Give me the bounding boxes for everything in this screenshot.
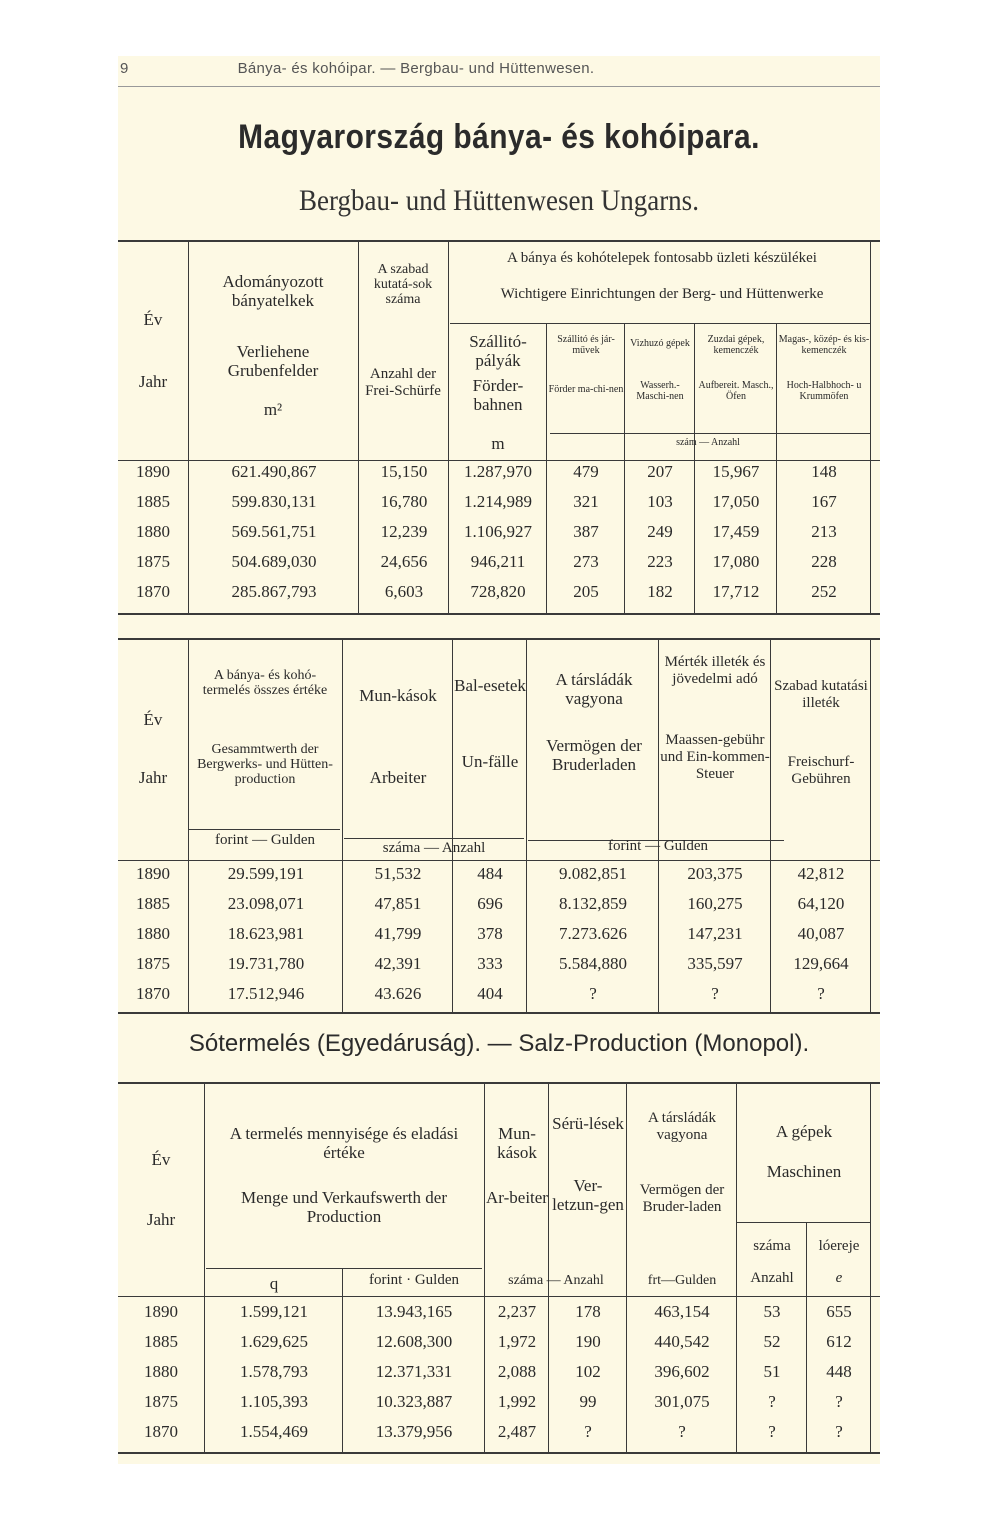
col-rule: [776, 323, 777, 613]
col-rule: [484, 1082, 485, 1454]
col-rule: [870, 638, 871, 1014]
cell-q: 1.599,121: [240, 1302, 308, 1321]
cell-mcount: ?: [768, 1422, 776, 1441]
rule: [206, 1268, 482, 1269]
cell-q: 1.629,625: [240, 1332, 308, 1351]
cell-inj: 190: [575, 1332, 601, 1351]
cell-value: 18.623,981: [227, 924, 305, 943]
col-rule: [204, 1082, 205, 1454]
cell-hoist: 321: [573, 492, 599, 511]
page-number: 9: [120, 60, 129, 77]
cell-fund: 5.584,880: [559, 954, 627, 973]
cell-year: 1885: [136, 492, 170, 511]
cell-water: 182: [647, 582, 673, 601]
rule: [118, 613, 880, 615]
cell-value: 17.512,946: [227, 984, 305, 1003]
cell-granted: 569.561,751: [231, 522, 317, 541]
header-hoist-de: Förder ma-chi-nen: [548, 384, 624, 395]
cell-workers: 1,992: [497, 1392, 537, 1411]
header-water-de: Wasserh.-Maschi-nen: [636, 380, 684, 402]
header-money-unit: forint — Gulden: [608, 838, 708, 854]
col-rule: [624, 323, 625, 613]
cell-water: 207: [647, 462, 673, 481]
col-rule: [188, 240, 189, 615]
cell-fund: 8.132,859: [559, 894, 627, 913]
salt-section-title: Sótermelés (Egyedáruság). — Salz-Production (Monopol).: [188, 1030, 810, 1057]
cell-fund: 463,154: [654, 1302, 710, 1321]
col-rule: [452, 638, 453, 1014]
header-value-hu: A bánya- és kohó-termelés összes értéke: [202, 668, 328, 698]
cell-workers: 42,391: [374, 954, 422, 973]
header-prod-de: Menge und Verkaufswerth der Production: [241, 1188, 447, 1226]
cell-granted: 285.867,793: [231, 582, 317, 601]
head-rule: [118, 86, 880, 87]
cell-furnace: 252: [811, 582, 837, 601]
cell-workers: 51,532: [374, 864, 422, 883]
header-fund-de: Vermögen der Bruder-laden: [639, 1182, 725, 1215]
header-fund-de: Vermögen der Bruderladen: [546, 736, 642, 774]
header-track-de: Förder-bahnen: [472, 376, 524, 414]
col-rule: [870, 1082, 871, 1454]
cell-free: 6,603: [384, 582, 424, 601]
col-rule: [448, 240, 449, 615]
rule: [118, 1012, 880, 1014]
cell-mcount: ?: [768, 1392, 776, 1411]
cell-crush: 15,967: [712, 462, 760, 481]
cell-workers: 2,237: [497, 1302, 537, 1321]
cell-forint: 13.379,956: [375, 1422, 453, 1441]
cell-year: 1870: [136, 984, 170, 1003]
header-water-hu: Vizhuzó gépek: [630, 338, 690, 349]
rule: [118, 1296, 880, 1297]
rule: [550, 433, 870, 434]
cell-inj: 102: [575, 1362, 601, 1381]
col-rule: [626, 1082, 627, 1454]
header-jahr: Jahr: [138, 768, 168, 787]
cell-year: 1875: [144, 1392, 178, 1411]
header-forint-unit: forint · Gulden: [369, 1272, 459, 1288]
col-rule: [870, 240, 871, 615]
cell-workers: 47,851: [374, 894, 422, 913]
cell-free: 12,239: [380, 522, 428, 541]
header-value-unit: forint — Gulden: [215, 832, 315, 848]
cell-hp: 448: [826, 1362, 852, 1381]
cell-furnace: 148: [811, 462, 837, 481]
cell-forint: 10.323,887: [375, 1392, 453, 1411]
rule: [118, 1452, 880, 1454]
cell-free: 129,664: [793, 954, 849, 973]
cell-granted: 599.830,131: [231, 492, 317, 511]
header-ev: Év: [143, 310, 163, 329]
cell-hp: 655: [826, 1302, 852, 1321]
rule: [118, 240, 880, 242]
cell-track: 1.214,989: [464, 492, 532, 511]
cell-forint: 13.943,165: [375, 1302, 453, 1321]
col-rule: [694, 323, 695, 613]
cell-inj: 99: [579, 1392, 597, 1411]
cell-water: 103: [647, 492, 673, 511]
cell-free: 16,780: [380, 492, 428, 511]
cell-free: ?: [817, 984, 825, 1003]
header-group-hu: A bánya és kohótelepek fontosabb üzleti készülékei: [507, 250, 817, 266]
header-furnace-de: Hoch-Halbhoch- u Krummöfen: [786, 380, 862, 402]
cell-acc: 333: [477, 954, 503, 973]
page-title: Magyarország bánya- és kohóipara.: [238, 118, 760, 156]
header-anzahl: Anzahl: [750, 1270, 794, 1286]
cell-track: 1.106,927: [464, 522, 532, 541]
cell-value: 19.731,780: [227, 954, 305, 973]
cell-mcount: 53: [763, 1302, 781, 1321]
header-free-de: Freischurf-Gebühren: [787, 754, 855, 787]
cell-track: 1.287,970: [464, 462, 532, 481]
cell-furnace: 213: [811, 522, 837, 541]
cell-value: 23.098,071: [227, 894, 305, 913]
cell-water: 223: [647, 552, 673, 571]
header-fee-hu: Mérték illeték és jövedelmi adó: [664, 654, 766, 687]
cell-fund: 9.082,851: [559, 864, 627, 883]
col-rule: [548, 1082, 549, 1454]
cell-year: 1890: [136, 864, 170, 883]
header-value-de: Gesammtwerth der Bergwerks- und Hütten-production: [197, 742, 333, 787]
cell-acc: 484: [477, 864, 503, 883]
col-rule: [770, 638, 771, 1014]
header-e: e: [835, 1270, 843, 1286]
cell-crush: 17,050: [712, 492, 760, 511]
cell-year: 1890: [136, 462, 170, 481]
cell-fund: 440,542: [654, 1332, 710, 1351]
header-track-unit: m: [491, 434, 505, 453]
cell-track: 946,211: [470, 552, 526, 571]
rule: [188, 829, 340, 830]
header-prod-hu: A termelés mennyisége és eladási értéke: [229, 1124, 459, 1162]
running-head: [120, 60, 594, 77]
cell-furnace: 228: [811, 552, 837, 571]
rule: [118, 1082, 880, 1084]
header-count-unit: száma — Anzahl: [508, 1273, 604, 1288]
cell-year: 1870: [144, 1422, 178, 1441]
col-rule: [658, 638, 659, 1014]
cell-year: 1890: [144, 1302, 178, 1321]
cell-fund: ?: [589, 984, 597, 1003]
header-q-unit: q: [269, 1274, 279, 1293]
col-rule: [188, 638, 189, 1014]
cell-year: 1880: [136, 522, 170, 541]
page-subtitle: Bergbau- und Hüttenwesen Ungarns.: [299, 184, 699, 217]
cell-year: 1880: [144, 1362, 178, 1381]
cell-fund: ?: [678, 1422, 686, 1441]
header-fund-hu: A társládák vagyona: [555, 670, 633, 708]
header-group-de: Wichtigere Einrichtungen der Berg- und Hüttenwerke: [500, 286, 824, 302]
cell-year: 1870: [136, 582, 170, 601]
col-rule: [358, 240, 359, 615]
col-rule: [806, 1222, 807, 1454]
cell-granted: 504.689,030: [231, 552, 317, 571]
cell-q: 1.554,469: [240, 1422, 308, 1441]
header-workers-hu: Mun-kások: [497, 1124, 537, 1162]
header-granted-unit: m²: [263, 400, 283, 419]
cell-water: 249: [647, 522, 673, 541]
cell-fee: 147,231: [687, 924, 743, 943]
header-granted-hu: Adományozott bányatelkek: [222, 272, 324, 310]
running-head-text: Bánya- és kohóipar. — Bergbau- und Hüttenwesen.: [237, 60, 595, 77]
header-jahr: Jahr: [138, 372, 168, 391]
cell-track: 728,820: [470, 582, 526, 601]
cell-acc: 404: [477, 984, 503, 1003]
rule: [736, 1222, 870, 1223]
header-ev: Év: [143, 710, 163, 729]
cell-furnace: 167: [811, 492, 837, 511]
cell-inj: ?: [584, 1422, 592, 1441]
cell-fee: ?: [711, 984, 719, 1003]
cell-workers: 43.626: [374, 984, 422, 1003]
header-count-unit: száma — Anzahl: [382, 840, 486, 856]
cell-value: 29.599,191: [227, 864, 305, 883]
cell-mcount: 52: [763, 1332, 781, 1351]
header-mach-hp: lóereje: [818, 1238, 860, 1254]
header-mach-count: száma: [753, 1238, 791, 1254]
col-rule: [736, 1082, 737, 1454]
cell-forint: 12.371,331: [375, 1362, 453, 1381]
header-inj-hu: Sérü-lések: [552, 1114, 624, 1133]
header-workers-de: Ar-beiter: [486, 1188, 548, 1207]
cell-q: 1.578,793: [240, 1362, 308, 1381]
cell-workers: 2,487: [497, 1422, 537, 1441]
cell-granted: 621.490,867: [231, 462, 317, 481]
header-ev: Év: [151, 1150, 171, 1169]
header-crush-de: Aufbereit. Masch., Öfen: [698, 380, 774, 402]
cell-hp: 612: [826, 1332, 852, 1351]
header-jahr: Jahr: [146, 1210, 176, 1229]
header-furnace-hu: Magas-, közép- és kis-kemenczék: [778, 334, 870, 356]
cell-fee: 203,375: [687, 864, 743, 883]
cell-hp: ?: [835, 1392, 843, 1411]
header-free-hu: Szabad kutatási illeték: [774, 678, 868, 711]
cell-year: 1875: [136, 552, 170, 571]
cell-free: 24,656: [380, 552, 428, 571]
col-rule: [342, 638, 343, 1014]
cell-mcount: 51: [763, 1362, 781, 1381]
cell-free: 64,120: [797, 894, 845, 913]
cell-free: 40,087: [797, 924, 845, 943]
header-free-de: Anzahl der Frei-Schürfe: [365, 366, 441, 399]
header-mach-hu: A gépek: [775, 1122, 833, 1141]
rule: [118, 638, 880, 640]
header-workers-hu: Mun-kások: [359, 686, 437, 705]
cell-crush: 17,712: [712, 582, 760, 601]
cell-acc: 378: [477, 924, 503, 943]
cell-crush: 17,459: [712, 522, 760, 541]
cell-fee: 335,597: [687, 954, 743, 973]
cell-hoist: 273: [573, 552, 599, 571]
header-crush-hu: Zuzdai gépek, kemenczék: [707, 334, 765, 356]
col-rule: [526, 638, 527, 1014]
cell-fund: 7.273.626: [559, 924, 627, 943]
rule: [344, 838, 524, 839]
header-hoist-hu: Szállitó és jár-művek: [557, 334, 615, 356]
header-mach-de: Maschinen: [766, 1162, 842, 1181]
header-workers-de: Arbeiter: [369, 768, 427, 787]
cell-acc: 696: [477, 894, 503, 913]
header-granted-de: Verliehene Grubenfelder: [227, 342, 319, 380]
cell-q: 1.105,393: [240, 1392, 308, 1411]
cell-crush: 17,080: [712, 552, 760, 571]
cell-workers: 1,972: [497, 1332, 537, 1351]
cell-year: 1880: [136, 924, 170, 943]
cell-workers: 2,088: [497, 1362, 537, 1381]
header-acc-de: Un-fälle: [461, 752, 519, 771]
col-rule: [546, 323, 547, 613]
header-count-unit: szám — Anzahl: [676, 437, 740, 448]
rule: [118, 860, 880, 861]
header-inj-de: Ver-letzun-gen: [552, 1176, 624, 1214]
cell-year: 1885: [136, 894, 170, 913]
rule: [118, 460, 880, 461]
cell-workers: 41,799: [374, 924, 422, 943]
cell-forint: 12.608,300: [375, 1332, 453, 1351]
header-fund-hu: A társládák vagyona: [648, 1110, 716, 1143]
cell-fund: 396,602: [654, 1362, 710, 1381]
cell-hp: ?: [835, 1422, 843, 1441]
header-fund-unit: frt—Gulden: [647, 1273, 717, 1288]
header-fee-de: Maassen-gebühr und Ein-kommen-Steuer: [660, 732, 770, 782]
cell-hoist: 479: [573, 462, 599, 481]
header-free-hu: A szabad kutatá-sok száma: [373, 262, 433, 307]
header-acc-hu: Bal-esetek: [454, 676, 526, 695]
cell-free: 15,150: [380, 462, 428, 481]
cell-hoist: 205: [573, 582, 599, 601]
header-track-hu: Szállitó-pályák: [469, 332, 527, 370]
cell-hoist: 387: [573, 522, 599, 541]
cell-free: 42,812: [797, 864, 845, 883]
cell-year: 1885: [144, 1332, 178, 1351]
rule: [450, 323, 870, 324]
cell-fund: 301,075: [654, 1392, 710, 1411]
col-rule: [342, 1268, 343, 1454]
cell-year: 1875: [136, 954, 170, 973]
cell-fee: 160,275: [687, 894, 743, 913]
cell-inj: 178: [575, 1302, 601, 1321]
